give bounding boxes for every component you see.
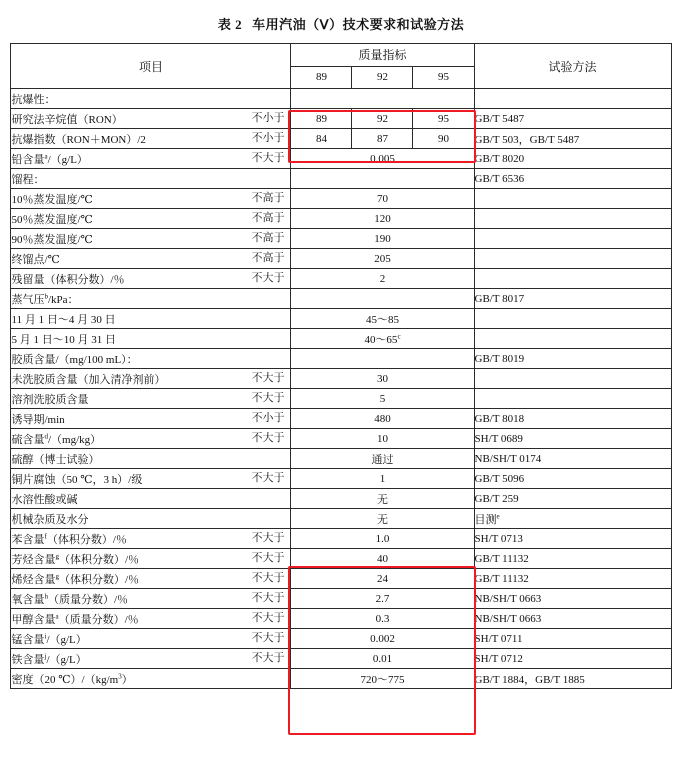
item-cell: [11, 149, 291, 169]
table-header: [11, 44, 671, 89]
table-row: [11, 489, 671, 509]
value-cell: 0.01: [291, 649, 474, 669]
item-label: 抗爆指数（RON＋MON）/2: [11, 133, 146, 146]
item-cell: [11, 109, 291, 129]
table-row: [11, 329, 671, 349]
header-grade-92: 92: [352, 66, 413, 89]
value-cell-89: 84: [291, 129, 352, 149]
table-row: [11, 109, 671, 129]
table-row: [11, 649, 671, 669]
item-cell: [11, 409, 291, 429]
value-cell-95: 95: [413, 109, 474, 129]
item-cell: [11, 269, 291, 289]
limit-label: 不大于: [251, 632, 285, 644]
item-label: 终馏点/℃: [11, 253, 60, 266]
item-cell: [11, 329, 291, 349]
method-cell: [474, 329, 671, 349]
table-row: [11, 289, 671, 309]
item-cell: [11, 589, 291, 609]
value-cell: 24: [291, 569, 474, 589]
value-cell: 30: [291, 369, 474, 389]
item-label: 残留量（体积分数）/％: [11, 273, 125, 286]
value-cell: 120: [291, 209, 474, 229]
value-cell: 无: [291, 489, 474, 509]
method-cell: [474, 229, 671, 249]
value-cell: 205: [291, 249, 474, 269]
item-label: 铅含量$^a$/（g/L）: [11, 151, 88, 166]
value-cell: 480: [291, 409, 474, 429]
method-cell: 目测$^e$: [474, 509, 671, 529]
value-cell: 40: [291, 549, 474, 569]
value-cell: [291, 289, 474, 309]
method-cell: GB/T 6536: [474, 169, 671, 189]
limit-label: 不小于: [251, 132, 285, 144]
value-cell: 720～775: [291, 669, 474, 689]
limit-label: 不大于: [251, 572, 285, 584]
item-label: 硫醇（博士试验）: [11, 453, 100, 466]
item-label: 密度（20 $℃)/(kg/m^3)$: [11, 671, 133, 686]
method-cell: SH/T 0711: [474, 629, 671, 649]
method-cell: GB/T 8018: [474, 409, 671, 429]
item-cell: [11, 469, 291, 489]
item-cell: [11, 509, 291, 529]
method-cell: SH/T 0689: [474, 429, 671, 449]
value-cell-92: 92: [352, 109, 413, 129]
table-row: [11, 309, 671, 329]
value-cell: 40～65$^c$: [291, 329, 474, 349]
value-cell: [291, 169, 474, 189]
method-cell: SH/T 0713: [474, 529, 671, 549]
item-cell: [11, 349, 291, 369]
method-cell: GB/T 11132: [474, 549, 671, 569]
item-label: 5 月 1 日～10 月 31 日: [11, 333, 116, 346]
item-label: 蒸气压$^b$/kPa：: [11, 291, 79, 306]
value-cell: 190: [291, 229, 474, 249]
item-label: 90％蒸发温度/℃: [11, 233, 93, 246]
value-cell: 5: [291, 389, 474, 409]
table-row: [11, 449, 671, 469]
item-label: 11 月 1 日～4 月 30 日: [11, 313, 116, 326]
limit-label: 不高于: [251, 252, 285, 264]
item-label: 芳烃含量$^g$（体积分数）/％: [11, 551, 140, 566]
item-label: 铜片腐蚀（50 ℃，3 h）/级: [11, 473, 143, 486]
table-row: [11, 429, 671, 449]
table-row: [11, 509, 671, 529]
table-row: [11, 229, 671, 249]
table-row: [11, 269, 671, 289]
table-caption: [0, 0, 682, 43]
method-cell: NB/SH/T 0663: [474, 589, 671, 609]
value-cell: 2.7: [291, 589, 474, 609]
item-cell: [11, 629, 291, 649]
table-row: [11, 409, 671, 429]
table-row: [11, 369, 671, 389]
method-cell: [474, 269, 671, 289]
limit-label: 不大于: [251, 612, 285, 624]
item-cell: [11, 249, 291, 269]
table-row: [11, 529, 671, 549]
item-label: 锰含量$^i$/（g/L）: [11, 631, 87, 646]
value-cell: 0.002: [291, 629, 474, 649]
method-cell: GB/T 11132: [474, 569, 671, 589]
item-label: 氧含量$^h$（质量分数）/％: [11, 591, 129, 606]
limit-label: 不大于: [251, 592, 285, 604]
limit-label: 不小于: [251, 412, 285, 424]
limit-label: 不高于: [251, 192, 285, 204]
method-cell: GB/T 259: [474, 489, 671, 509]
table-row: [11, 669, 671, 689]
item-cell: [11, 89, 291, 109]
method-cell: NB/SH/T 0663: [474, 609, 671, 629]
header-item: 项目: [11, 44, 291, 89]
item-cell: [11, 189, 291, 209]
item-cell: [11, 609, 291, 629]
method-cell: GB/T 8020: [474, 149, 671, 169]
value-cell: 0.005: [291, 149, 474, 169]
table-row: [11, 629, 671, 649]
limit-label: 不小于: [251, 112, 285, 124]
table-row: [11, 349, 671, 369]
limit-label: 不大于: [251, 372, 285, 384]
value-cell-89: 89: [291, 109, 352, 129]
value-cell: 通过: [291, 449, 474, 469]
item-cell: [11, 569, 291, 589]
limit-label: 不大于: [251, 432, 285, 444]
value-cell-95: 90: [413, 129, 474, 149]
item-cell: [11, 649, 291, 669]
method-cell: [474, 189, 671, 209]
item-cell: [11, 669, 291, 689]
value-cell: 70: [291, 189, 474, 209]
value-cell: [291, 89, 474, 109]
item-cell: [11, 429, 291, 449]
method-cell: [474, 309, 671, 329]
table-row: [11, 569, 671, 589]
value-cell: 2: [291, 269, 474, 289]
table-row: [11, 469, 671, 489]
table-row: [11, 169, 671, 189]
limit-label: 不大于: [251, 152, 285, 164]
limit-label: 不大于: [251, 652, 285, 664]
table-body: [11, 89, 671, 689]
table-row: [11, 149, 671, 169]
limit-label: 不大于: [251, 532, 285, 544]
table-row: [11, 609, 671, 629]
item-cell: [11, 209, 291, 229]
item-label: 10％蒸发温度/℃: [11, 193, 93, 206]
value-cell: 无: [291, 509, 474, 529]
method-cell: [474, 209, 671, 229]
item-cell: [11, 449, 291, 469]
value-cell-92: 87: [352, 129, 413, 149]
method-cell: SH/T 0712: [474, 649, 671, 669]
item-cell: [11, 369, 291, 389]
table-row: [11, 189, 671, 209]
limit-label: 不大于: [251, 272, 285, 284]
limit-label: 不大于: [251, 392, 285, 404]
value-cell: 1.0: [291, 529, 474, 549]
table-row: [11, 589, 671, 609]
spec-table: [10, 43, 671, 689]
method-cell: GB/T 5096: [474, 469, 671, 489]
item-cell: [11, 229, 291, 249]
header-method: 试验方法: [474, 44, 671, 89]
item-label: 水溶性酸或碱: [11, 493, 78, 506]
table-title: 车用汽油（Ⅴ）技术要求和试验方法: [252, 17, 465, 32]
value-cell: 10: [291, 429, 474, 449]
item-label: 溶剂洗胶质含量: [11, 393, 89, 406]
value-cell: 45～85: [291, 309, 474, 329]
item-label: 研究法辛烷值（RON）: [11, 113, 123, 126]
limit-label: 不高于: [251, 232, 285, 244]
item-label: 苯含量$^f$（体积分数）/％: [11, 531, 127, 546]
value-cell: [291, 349, 474, 369]
header-quality: 质量指标: [291, 44, 474, 67]
value-cell: 1: [291, 469, 474, 489]
item-cell: [11, 389, 291, 409]
item-cell: [11, 169, 291, 189]
method-cell: GB/T 5487: [474, 109, 671, 129]
item-label: 诱导期/min: [11, 413, 65, 426]
limit-label: 不高于: [251, 212, 285, 224]
method-cell: [474, 249, 671, 269]
table-row: [11, 129, 671, 149]
value-cell: 0.3: [291, 609, 474, 629]
table-row: [11, 89, 671, 109]
header-grade-95: 95: [413, 66, 474, 89]
item-cell: [11, 289, 291, 309]
method-cell: GB/T 1884，GB/T 1885: [474, 669, 671, 689]
item-label: 50％蒸发温度/℃: [11, 213, 93, 226]
item-label: 胶质含量/（mg/100 mL）：: [11, 353, 138, 366]
limit-label: 不大于: [251, 472, 285, 484]
item-label: 烯烃含量$^g$（体积分数）/％: [11, 571, 140, 586]
item-cell: [11, 529, 291, 549]
item-cell: [11, 489, 291, 509]
table-row: [11, 389, 671, 409]
item-label: 硫含量$^d$/（mg/kg）: [11, 431, 102, 446]
item-cell: [11, 129, 291, 149]
item-label: 铁含量$^j$/（g/L）: [11, 651, 87, 666]
method-cell: GB/T 8019: [474, 349, 671, 369]
table-row: [11, 249, 671, 269]
item-label: 甲醇含量$^a$（质量分数）/％: [11, 611, 139, 626]
table-number: 表 2: [217, 17, 243, 32]
method-cell: [474, 89, 671, 109]
item-cell: [11, 309, 291, 329]
table-row: [11, 549, 671, 569]
item-label: 馏程：: [11, 173, 45, 186]
method-cell: GB/T 503，GB/T 5487: [474, 129, 671, 149]
item-label: 机械杂质及水分: [11, 513, 89, 526]
method-cell: NB/SH/T 0174: [474, 449, 671, 469]
header-grade-89: 89: [291, 66, 352, 89]
item-label: 未洗胶质含量（加入清净剂前）: [11, 373, 166, 386]
method-cell: GB/T 8017: [474, 289, 671, 309]
item-cell: [11, 549, 291, 569]
item-label: 抗爆性：: [11, 93, 56, 106]
method-cell: [474, 389, 671, 409]
limit-label: 不大于: [251, 552, 285, 564]
table-row: [11, 209, 671, 229]
method-cell: [474, 369, 671, 389]
